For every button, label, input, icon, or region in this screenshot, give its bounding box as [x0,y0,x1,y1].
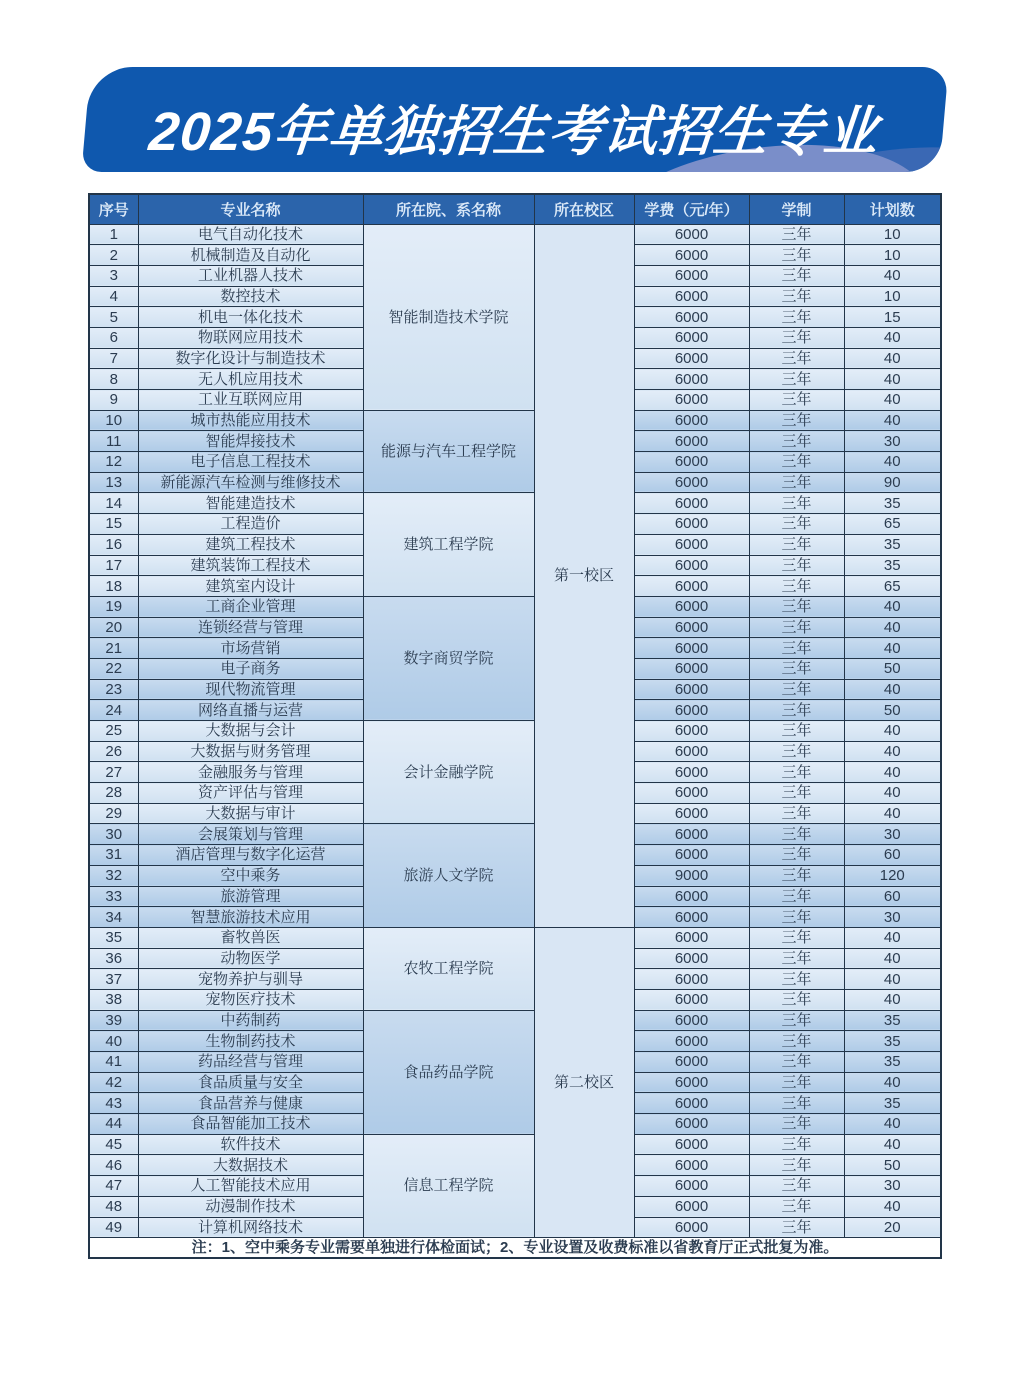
row-number-cell: 32 [89,865,138,886]
major-name-cell: 宠物医疗技术 [138,989,363,1010]
major-name-cell: 生物制药技术 [138,1031,363,1052]
duration-cell: 三年 [749,803,844,824]
major-name-cell: 软件技术 [138,1134,363,1155]
row-number-cell: 20 [89,617,138,638]
duration-cell: 三年 [749,658,844,679]
college-cell: 数字商贸学院 [363,596,534,720]
row-number-cell: 19 [89,596,138,617]
row-number-cell: 49 [89,1217,138,1238]
row-number-cell: 23 [89,679,138,700]
column-header-5: 学制 [749,194,844,224]
major-name-cell: 智慧旅游技术应用 [138,907,363,928]
row-number-cell: 35 [89,927,138,948]
tuition-cell: 6000 [634,679,749,700]
duration-cell: 三年 [749,762,844,783]
plan-cell: 40 [844,390,941,411]
plan-cell: 30 [844,431,941,452]
row-number-cell: 27 [89,762,138,783]
plan-cell: 40 [844,927,941,948]
college-cell: 建筑工程学院 [363,493,534,596]
duration-cell: 三年 [749,224,844,245]
tuition-cell: 6000 [634,1134,749,1155]
admissions-table [88,193,942,1259]
row-number-cell: 22 [89,658,138,679]
duration-cell: 三年 [749,410,844,431]
campus-cell: 第一校区 [534,224,634,927]
duration-cell: 三年 [749,307,844,328]
row-number-cell: 45 [89,1134,138,1155]
tuition-cell: 6000 [634,1196,749,1217]
tuition-cell: 6000 [634,390,749,411]
plan-cell: 40 [844,721,941,742]
major-name-cell: 宠物养护与驯导 [138,969,363,990]
plan-cell: 40 [844,1134,941,1155]
plan-cell: 40 [844,452,941,473]
plan-cell: 15 [844,307,941,328]
plan-cell: 35 [844,493,941,514]
tuition-cell: 6000 [634,658,749,679]
duration-cell: 三年 [749,452,844,473]
tuition-cell: 6000 [634,576,749,597]
major-name-cell: 计算机网络技术 [138,1217,363,1238]
tuition-cell: 6000 [634,224,749,245]
tuition-cell: 6000 [634,431,749,452]
plan-cell: 30 [844,1176,941,1197]
major-name-cell: 数控技术 [138,286,363,307]
table-row [89,1010,941,1031]
major-name-cell: 工业机器人技术 [138,265,363,286]
duration-cell: 三年 [749,1114,844,1135]
college-cell: 会计金融学院 [363,721,534,824]
row-number-cell: 24 [89,700,138,721]
tuition-cell: 6000 [634,1052,749,1073]
row-number-cell: 34 [89,907,138,928]
row-number-cell: 38 [89,989,138,1010]
duration-cell: 三年 [749,1010,844,1031]
plan-cell: 10 [844,224,941,245]
duration-cell: 三年 [749,969,844,990]
tuition-cell: 6000 [634,721,749,742]
major-name-cell: 资产评估与管理 [138,783,363,804]
tuition-cell: 9000 [634,865,749,886]
tuition-cell: 6000 [634,514,749,535]
tuition-cell: 6000 [634,886,749,907]
duration-cell: 三年 [749,1072,844,1093]
major-name-cell: 建筑工程技术 [138,534,363,555]
duration-cell: 三年 [749,907,844,928]
tuition-cell: 6000 [634,1155,749,1176]
major-name-cell: 建筑室内设计 [138,576,363,597]
duration-cell: 三年 [749,1176,844,1197]
major-name-cell: 无人机应用技术 [138,369,363,390]
tuition-cell: 6000 [634,824,749,845]
duration-cell: 三年 [749,700,844,721]
page-title: 2025年单独招生考试招生专业 [146,102,882,162]
major-name-cell: 动漫制作技术 [138,1196,363,1217]
duration-cell: 三年 [749,927,844,948]
duration-cell: 三年 [749,1031,844,1052]
plan-cell: 65 [844,576,941,597]
tuition-cell: 6000 [634,348,749,369]
column-header-3: 所在校区 [534,194,634,224]
tuition-cell: 6000 [634,472,749,493]
plan-cell: 40 [844,783,941,804]
major-name-cell: 动物医学 [138,948,363,969]
row-number-cell: 5 [89,307,138,328]
tuition-cell: 6000 [634,617,749,638]
duration-cell: 三年 [749,1217,844,1238]
column-header-1: 专业名称 [138,194,363,224]
plan-cell: 40 [844,327,941,348]
major-name-cell: 连锁经营与管理 [138,617,363,638]
major-name-cell: 空中乘务 [138,865,363,886]
duration-cell: 三年 [749,1196,844,1217]
duration-cell: 三年 [749,1093,844,1114]
duration-cell: 三年 [749,348,844,369]
plan-cell: 35 [844,1031,941,1052]
tuition-cell: 6000 [634,369,749,390]
table-row [89,824,941,845]
duration-cell: 三年 [749,721,844,742]
duration-cell: 三年 [749,638,844,659]
major-name-cell: 电气自动化技术 [138,224,363,245]
row-number-cell: 48 [89,1196,138,1217]
tuition-cell: 6000 [634,803,749,824]
major-name-cell: 市场营销 [138,638,363,659]
plan-cell: 40 [844,969,941,990]
major-name-cell: 电子商务 [138,658,363,679]
major-name-cell: 大数据技术 [138,1155,363,1176]
row-number-cell: 28 [89,783,138,804]
plan-cell: 50 [844,658,941,679]
major-name-cell: 工程造价 [138,514,363,535]
college-cell: 信息工程学院 [363,1134,534,1237]
college-cell: 能源与汽车工程学院 [363,410,534,493]
tuition-cell: 6000 [634,410,749,431]
duration-cell: 三年 [749,390,844,411]
college-cell: 农牧工程学院 [363,927,534,1010]
duration-cell: 三年 [749,1155,844,1176]
plan-cell: 40 [844,410,941,431]
row-number-cell: 40 [89,1031,138,1052]
major-name-cell: 机械制造及自动化 [138,245,363,266]
duration-cell: 三年 [749,617,844,638]
major-name-cell: 食品质量与安全 [138,1072,363,1093]
college-cell: 旅游人文学院 [363,824,534,927]
duration-cell: 三年 [749,472,844,493]
tuition-cell: 6000 [634,265,749,286]
major-name-cell: 药品经营与管理 [138,1052,363,1073]
duration-cell: 三年 [749,493,844,514]
tuition-cell: 6000 [634,286,749,307]
duration-cell: 三年 [749,865,844,886]
row-number-cell: 2 [89,245,138,266]
plan-cell: 40 [844,989,941,1010]
duration-cell: 三年 [749,886,844,907]
major-name-cell: 大数据与会计 [138,721,363,742]
row-number-cell: 36 [89,948,138,969]
major-name-cell: 畜牧兽医 [138,927,363,948]
tuition-cell: 6000 [634,452,749,473]
plan-cell: 40 [844,1072,941,1093]
duration-cell: 三年 [749,824,844,845]
major-name-cell: 智能焊接技术 [138,431,363,452]
plan-cell: 40 [844,1196,941,1217]
plan-cell: 90 [844,472,941,493]
tuition-cell: 6000 [634,327,749,348]
tuition-cell: 6000 [634,989,749,1010]
major-name-cell: 机电一体化技术 [138,307,363,328]
row-number-cell: 17 [89,555,138,576]
major-name-cell: 数字化设计与制造技术 [138,348,363,369]
column-header-4: 学费（元/年） [634,194,749,224]
duration-cell: 三年 [749,327,844,348]
plan-cell: 35 [844,1093,941,1114]
tuition-cell: 6000 [634,845,749,866]
column-header-2: 所在院、系名称 [363,194,534,224]
major-name-cell: 新能源汽车检测与维修技术 [138,472,363,493]
major-name-cell: 旅游管理 [138,886,363,907]
plan-cell: 20 [844,1217,941,1238]
major-name-cell: 大数据与审计 [138,803,363,824]
major-name-cell: 工业互联网应用 [138,390,363,411]
major-name-cell: 中药制药 [138,1010,363,1031]
tuition-cell: 6000 [634,493,749,514]
duration-cell: 三年 [749,845,844,866]
tuition-cell: 6000 [634,1217,749,1238]
tuition-cell: 6000 [634,1114,749,1135]
tuition-cell: 6000 [634,927,749,948]
duration-cell: 三年 [749,431,844,452]
plan-cell: 40 [844,1114,941,1135]
row-number-cell: 43 [89,1093,138,1114]
duration-cell: 三年 [749,265,844,286]
plan-cell: 50 [844,1155,941,1176]
row-number-cell: 25 [89,721,138,742]
plan-cell: 35 [844,1010,941,1031]
plan-cell: 40 [844,638,941,659]
table-row [89,927,941,948]
plan-cell: 30 [844,907,941,928]
duration-cell: 三年 [749,245,844,266]
duration-cell: 三年 [749,576,844,597]
row-number-cell: 6 [89,327,138,348]
tuition-cell: 6000 [634,1072,749,1093]
plan-cell: 40 [844,741,941,762]
duration-cell: 三年 [749,948,844,969]
duration-cell: 三年 [749,555,844,576]
major-name-cell: 大数据与财务管理 [138,741,363,762]
plan-cell: 40 [844,762,941,783]
plan-cell: 120 [844,865,941,886]
plan-cell: 60 [844,845,941,866]
plan-cell: 60 [844,886,941,907]
duration-cell: 三年 [749,783,844,804]
plan-cell: 65 [844,514,941,535]
major-name-cell: 城市热能应用技术 [138,410,363,431]
major-name-cell: 电子信息工程技术 [138,452,363,473]
row-number-cell: 29 [89,803,138,824]
row-number-cell: 26 [89,741,138,762]
plan-cell: 50 [844,700,941,721]
tuition-cell: 6000 [634,245,749,266]
duration-cell: 三年 [749,534,844,555]
table-row [89,410,941,431]
row-number-cell: 10 [89,410,138,431]
table-body [89,224,941,1258]
row-number-cell: 1 [89,224,138,245]
major-name-cell: 食品智能加工技术 [138,1114,363,1135]
row-number-cell: 8 [89,369,138,390]
row-number-cell: 42 [89,1072,138,1093]
row-number-cell: 7 [89,348,138,369]
table-row [89,596,941,617]
row-number-cell: 9 [89,390,138,411]
duration-cell: 三年 [749,369,844,390]
major-name-cell: 网络直播与运营 [138,700,363,721]
plan-cell: 35 [844,1052,941,1073]
tuition-cell: 6000 [634,534,749,555]
plan-cell: 40 [844,369,941,390]
column-header-6: 计划数 [844,194,941,224]
tuition-cell: 6000 [634,555,749,576]
plan-cell: 35 [844,534,941,555]
major-name-cell: 食品营养与健康 [138,1093,363,1114]
tuition-cell: 6000 [634,1176,749,1197]
row-number-cell: 3 [89,265,138,286]
plan-cell: 10 [844,245,941,266]
major-name-cell: 现代物流管理 [138,679,363,700]
table-row [89,493,941,514]
row-number-cell: 39 [89,1010,138,1031]
duration-cell: 三年 [749,1134,844,1155]
tuition-cell: 6000 [634,741,749,762]
plan-cell: 40 [844,803,941,824]
column-header-0: 序号 [89,194,138,224]
duration-cell: 三年 [749,741,844,762]
plan-cell: 30 [844,824,941,845]
plan-cell: 40 [844,596,941,617]
note-cell: 注：1、空中乘务专业需要单独进行体检面试；2、专业设置及收费标准以省教育厅正式批复为准。 [89,1238,941,1259]
row-number-cell: 15 [89,514,138,535]
plan-cell: 10 [844,286,941,307]
duration-cell: 三年 [749,514,844,535]
row-number-cell: 13 [89,472,138,493]
row-number-cell: 16 [89,534,138,555]
duration-cell: 三年 [749,989,844,1010]
tuition-cell: 6000 [634,907,749,928]
plan-cell: 40 [844,679,941,700]
tuition-cell: 6000 [634,596,749,617]
row-number-cell: 37 [89,969,138,990]
table-row [89,1134,941,1155]
tuition-cell: 6000 [634,700,749,721]
row-number-cell: 41 [89,1052,138,1073]
duration-cell: 三年 [749,679,844,700]
table-row [89,224,941,245]
college-cell: 智能制造技术学院 [363,224,534,410]
tuition-cell: 6000 [634,638,749,659]
major-name-cell: 工商企业管理 [138,596,363,617]
row-number-cell: 33 [89,886,138,907]
row-number-cell: 11 [89,431,138,452]
duration-cell: 三年 [749,1052,844,1073]
tuition-cell: 6000 [634,969,749,990]
tuition-cell: 6000 [634,307,749,328]
row-number-cell: 4 [89,286,138,307]
row-number-cell: 30 [89,824,138,845]
plan-cell: 40 [844,617,941,638]
row-number-cell: 18 [89,576,138,597]
major-name-cell: 酒店管理与数字化运营 [138,845,363,866]
row-number-cell: 44 [89,1114,138,1135]
duration-cell: 三年 [749,596,844,617]
table-header-row [89,194,941,224]
note-row [89,1238,941,1259]
row-number-cell: 47 [89,1176,138,1197]
major-name-cell: 会展策划与管理 [138,824,363,845]
plan-cell: 40 [844,948,941,969]
row-number-cell: 12 [89,452,138,473]
campus-cell: 第二校区 [534,927,634,1237]
row-number-cell: 14 [89,493,138,514]
row-number-cell: 31 [89,845,138,866]
college-cell: 食品药品学院 [363,1010,534,1134]
row-number-cell: 21 [89,638,138,659]
tuition-cell: 6000 [634,762,749,783]
plan-cell: 40 [844,265,941,286]
tuition-cell: 6000 [634,783,749,804]
major-name-cell: 人工智能技术应用 [138,1176,363,1197]
major-name-cell: 金融服务与管理 [138,762,363,783]
tuition-cell: 6000 [634,1031,749,1052]
major-name-cell: 建筑装饰工程技术 [138,555,363,576]
major-name-cell: 物联网应用技术 [138,327,363,348]
table-row [89,721,941,742]
duration-cell: 三年 [749,286,844,307]
plan-cell: 35 [844,555,941,576]
tuition-cell: 6000 [634,1093,749,1114]
row-number-cell: 46 [89,1155,138,1176]
major-name-cell: 智能建造技术 [138,493,363,514]
tuition-cell: 6000 [634,1010,749,1031]
title-banner [81,67,948,172]
tuition-cell: 6000 [634,948,749,969]
plan-cell: 40 [844,348,941,369]
